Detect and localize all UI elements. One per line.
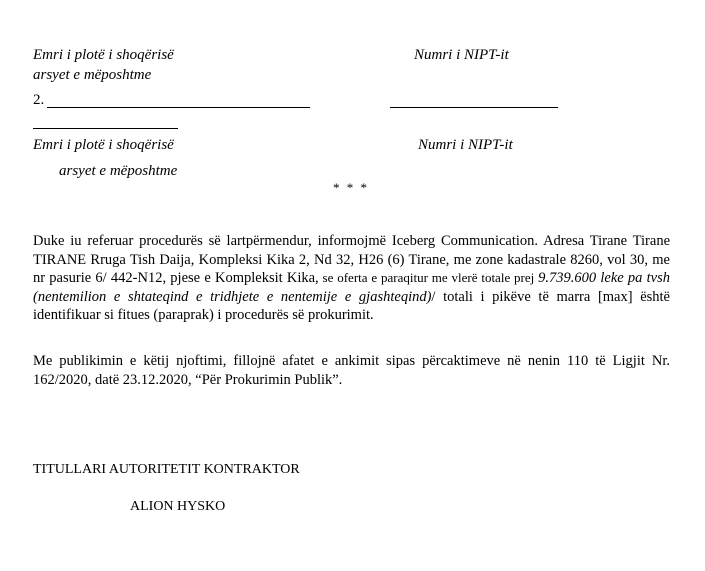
item-number: 2. (33, 92, 45, 108)
nipt-label-2: Numri i NIPT-it (418, 137, 513, 153)
appeal-notice-paragraph: Me publikimin e këtij njoftimi, fillojnë afatet e ankimit sipas përcaktimeve në nenin 110 të Ligjit Nr. 162/2020, datë 23.12.2020, “Për Prokurimin Publik”. (33, 353, 670, 388)
recipient-text: Duke iu referuar procedurës së lartpërmendur, informojmë Iceberg Communication. Adresa Tirane Tirane TIRANE Rruga Tish Daija, Kompleksi Kika 2, Nd 32, H26 (6) Tirane, me zone kadastrale 8260, vol 30, me nr pasurie 6/ 442-N12, pjese e Kompleksit Kika, (33, 233, 670, 286)
reasons-label-1: arsyet e mëposhtme (33, 67, 152, 83)
offer-amount: 9.739.600 leke pa tvsh (nentemilion e shtateqind e tridhjete e nentemije e gjashteqind) (33, 270, 670, 305)
offer-value-intro: se oferta e paraqitur me vlerë totale prej (318, 270, 539, 285)
company-name-label-1: Emri i plotë i shoqërisë (33, 47, 174, 63)
separator-stars: * * * (333, 180, 369, 195)
company-name-label-2: Emri i plotë i shoqërisë (33, 137, 174, 153)
signatory-name: ALION HYSKO (130, 499, 226, 514)
award-notice-paragraph (33, 232, 670, 325)
reasons-label-2: arsyet e mëposhtme (59, 163, 178, 179)
continuation-blank-line (33, 128, 178, 129)
nipt-label-1: Numri i NIPT-it (414, 47, 509, 63)
authority-title: TITULLARI AUTORITETIT KONTRAKTOR (33, 462, 300, 477)
company-name-blank-line (47, 107, 310, 108)
winner-statement: / totali i pikëve të marra [max] është identifikuar si fitues (paraprak) i procedurës së prokurimit. (33, 288, 670, 323)
nipt-blank-line (390, 107, 558, 108)
